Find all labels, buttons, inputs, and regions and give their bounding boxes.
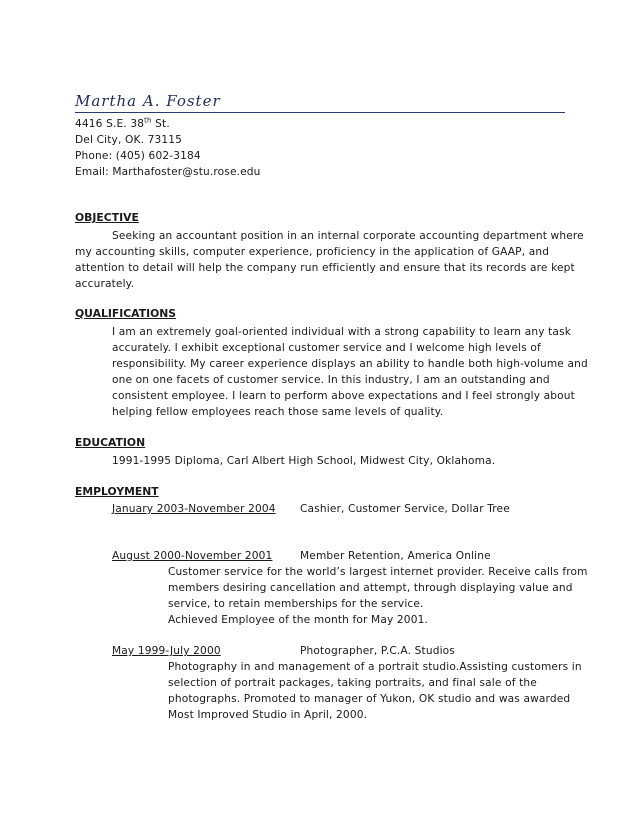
job-description-line: Achieved Employee of the month for May 2001. xyxy=(168,614,428,626)
job-description-line: members desiring cancellation and attempt, through displaying value and xyxy=(168,582,573,594)
objective-line: accurately. xyxy=(75,278,135,290)
objective-line: my accounting skills, computer experience, proficiency in the application of GAAP, and xyxy=(75,246,550,258)
job-dates: August 2000-November 2001 xyxy=(112,550,273,562)
qualifications-line: accurately. I exhibit exceptional customer service and I welcome high levels of xyxy=(112,342,541,354)
header-divider xyxy=(75,112,565,113)
objective-heading: OBJECTIVE xyxy=(75,211,139,224)
address-street: St. xyxy=(151,118,170,130)
qualifications-line: I am an extremely goal-oriented individual with a strong capability to learn any task xyxy=(112,326,572,338)
job-dates: January 2003-November 2004 xyxy=(112,503,276,515)
phone-line: Phone: (405) 602-3184 xyxy=(75,150,201,162)
job-description-line: service, to retain memberships for the service. xyxy=(168,598,424,610)
objective-line: attention to detail will help the company run efficiently and ensure that its records are kept xyxy=(75,262,575,274)
city-line: Del City, OK. 73115 xyxy=(75,134,183,146)
job-description-line: selection of portrait packages, taking portraits, and final sale of the xyxy=(168,677,537,689)
email-line: Email: Marthafoster@stu.rose.edu xyxy=(75,166,261,178)
job-title: Photographer, P.C.A. Studios xyxy=(300,645,455,657)
address-number: 4416 S.E. 38 xyxy=(75,118,145,130)
address-suffix: th xyxy=(144,116,152,125)
address-line xyxy=(75,116,170,132)
job-description-line: Most Improved Studio in April, 2000. xyxy=(168,709,368,721)
qualifications-heading: QUALIFICATIONS xyxy=(75,307,177,320)
employment-heading: EMPLOYMENT xyxy=(75,485,159,498)
qualifications-line: helping fellow employees reach those same levels of quality. xyxy=(112,406,444,418)
qualifications-line: consistent employee. I learn to perform above expectations and I feel strongly about xyxy=(112,390,575,402)
job-description-line: photographs. Promoted to manager of Yukon, OK studio and was awarded xyxy=(168,693,571,705)
education-line: 1991-1995 Diploma, Carl Albert High School, Midwest City, Oklahoma. xyxy=(112,455,496,467)
job-description-line: Photography in and management of a portrait studio.Assisting customers in xyxy=(168,661,582,673)
job-description-line: Customer service for the world’s largest internet provider. Receive calls from xyxy=(168,566,588,578)
job-dates: May 1999-July 2000 xyxy=(112,645,221,657)
qualifications-line: responsibility. My career experience displays an ability to handle both high-volume and xyxy=(112,358,588,370)
job-title: Member Retention, America Online xyxy=(300,550,491,562)
objective-line: Seeking an accountant position in an internal corporate accounting department where xyxy=(112,230,584,242)
job-title: Cashier, Customer Service, Dollar Tree xyxy=(300,503,510,515)
education-heading: EDUCATION xyxy=(75,436,146,449)
qualifications-line: one on one facets of customer service. In this industry, I am an outstanding and xyxy=(112,374,550,386)
applicant-name: Martha A. Foster xyxy=(75,92,221,110)
